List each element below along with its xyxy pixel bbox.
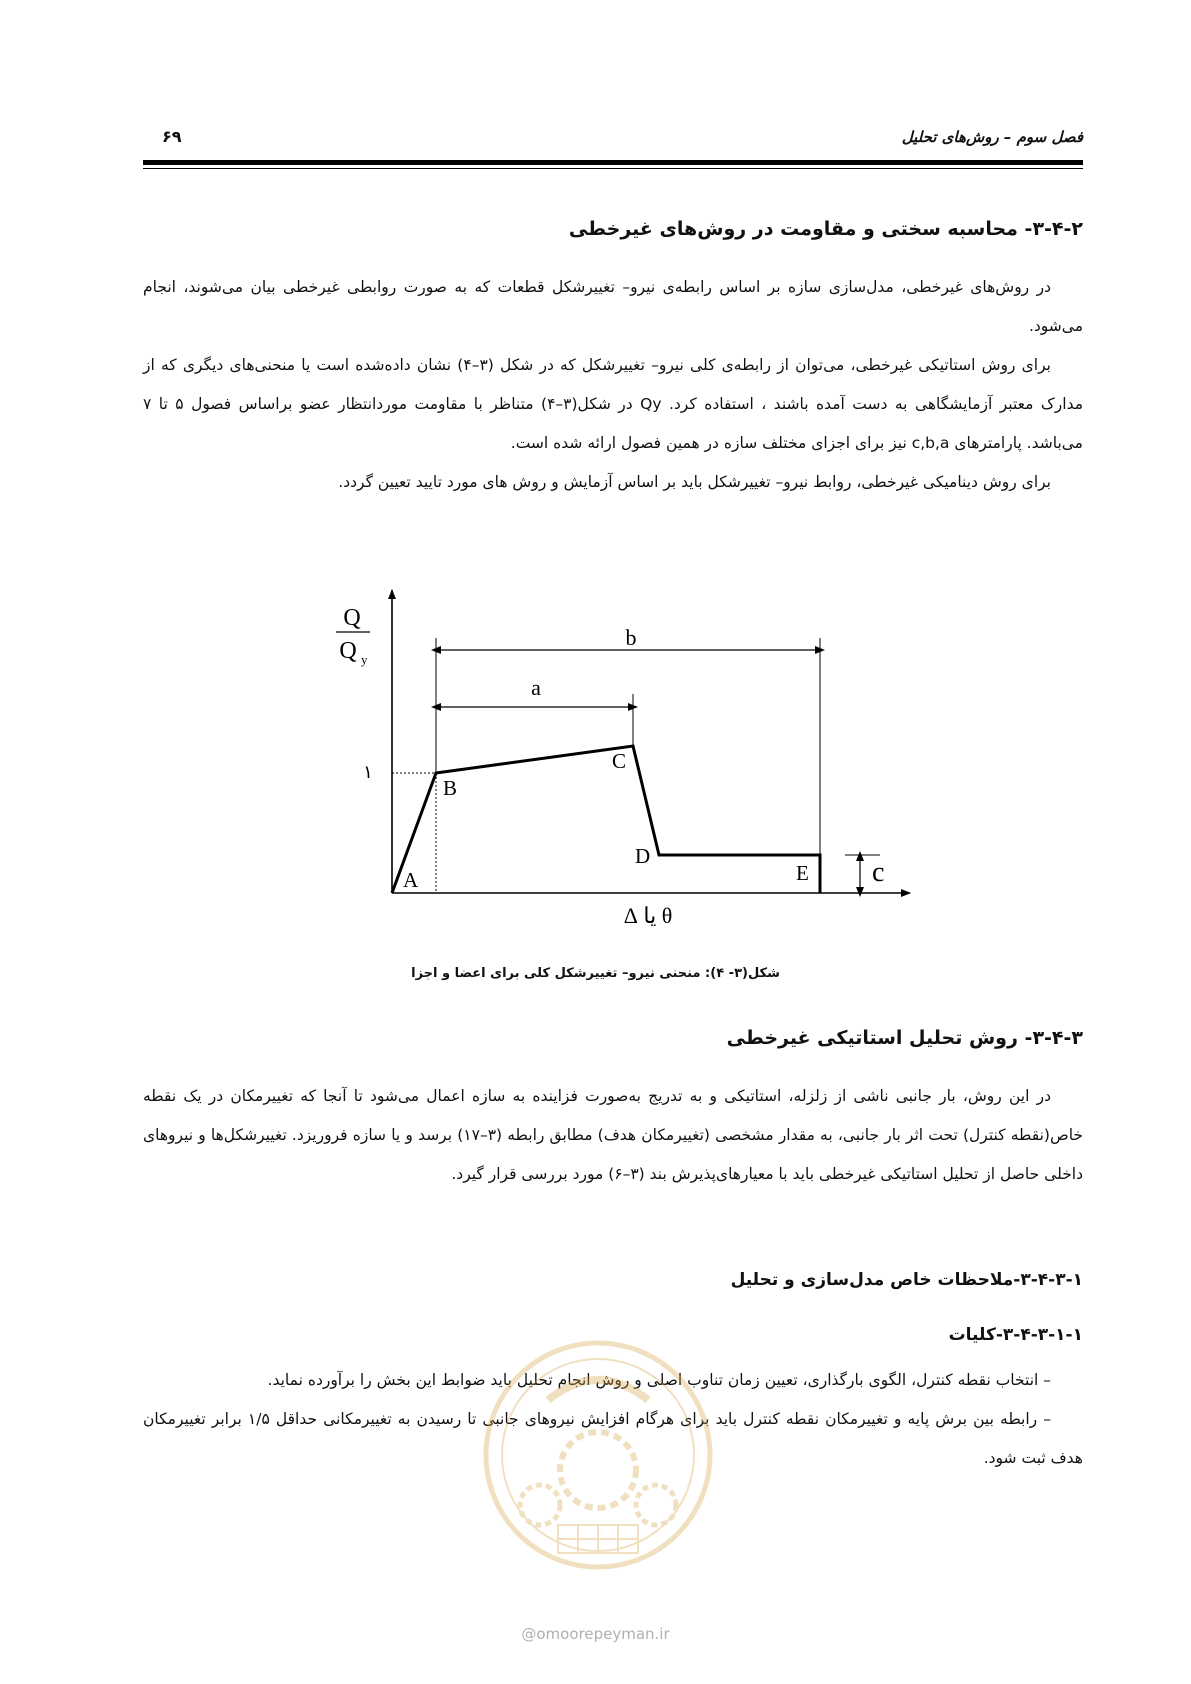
point-a-label: A bbox=[403, 868, 419, 892]
y-label-numerator: Q bbox=[343, 605, 361, 631]
force-deformation-curve bbox=[392, 746, 820, 893]
section-body-stiffness bbox=[143, 268, 1083, 502]
force-deformation-figure bbox=[300, 580, 920, 930]
dimension-c-label: c bbox=[872, 857, 885, 888]
watermark-site-text: @omoorepeyman.ir bbox=[521, 1625, 670, 1643]
paragraph: در روش‌های غیرخطی، مدل‌سازی سازه بر اساس رابطه‌ی نیرو– تغییرشکل قطعات که به صورت روابطی غیرخطی بیان می‌شوند، انجام می‌شود. bbox=[143, 278, 1083, 335]
section-heading-nonlinear-static: ۳-۴-۳- روش تحلیل استاتیکی غیرخطی bbox=[726, 1027, 1083, 1049]
x-axis-label: θ یا Δ bbox=[623, 903, 673, 928]
section-heading-modeling: ۳-۴-۳-۱-ملاحظات خاص مدل‌سازی و تحلیل bbox=[730, 1270, 1083, 1290]
y-tick-one: ۱ bbox=[363, 762, 373, 783]
y-label-subscript: y bbox=[361, 652, 368, 667]
dimension-b-label: b bbox=[625, 625, 637, 650]
paragraph: در این روش، بار جانبی ناشی از زلزله، استاتیکی و به تدریج به‌صورت فزاینده به سازه اعمال می‌شود تا آنجا که تغییرمکان در یک نقطه خاص(نقطه کنترل) تحت اثر بار جانبی، به مقدار مشخصی (تغییرمکان هدف) مطابق رابطه (۳–۱۷) برسد و یا سازه فروریزد. تغییرشکل‌ها و نیروهای داخلی حاصل از تحلیل استاتیکی غیرخطی باید با معیارهای‌پذیرش بند (۳–۶) مورد بررسی قرار گیرد. bbox=[143, 1087, 1084, 1183]
point-d-label: D bbox=[635, 844, 651, 868]
bullet-item: – رابطه بین برش پایه و تغییرمکان نقطه کنترل باید برای هرگام افزایش نیروهای جانبی تا رسیدن به تغییرمکانی حداقل ۱/۵ برابر تغییرمکان هدف ثبت شود. bbox=[143, 1410, 1083, 1467]
point-e-label: E bbox=[796, 861, 809, 885]
bullet-item: – انتخاب نقطه کنترل، الگوی بارگذاری، تعیین زمان تناوب اصلی و روش انجام تحلیل باید ضوابط این بخش را برآورده نماید. bbox=[267, 1371, 1051, 1389]
section-heading-general: ۳-۴-۳-۱-۱-کلیات bbox=[948, 1325, 1083, 1345]
section-heading-stiffness: ۳-۴-۲- محاسبه سختی و مقاومت در روش‌های غیرخطی bbox=[568, 218, 1083, 240]
point-b-label: B bbox=[443, 776, 458, 800]
dimension-a-label: a bbox=[531, 675, 541, 700]
watermark-seal bbox=[478, 1330, 718, 1580]
y-label-denominator: Q bbox=[339, 638, 357, 664]
figure-caption: شکل(۳- ۴): منحنی نیرو– تغییرشکل کلی برای اعضا و اجزا bbox=[411, 966, 780, 981]
header-rule-thin bbox=[143, 168, 1083, 169]
section-body-nonlinear-static bbox=[143, 1077, 1083, 1194]
page-number: ۶۹ bbox=[162, 127, 182, 146]
paragraph: برای روش دینامیکی غیرخطی، روابط نیرو– تغییرشکل باید بر اساس آزمایش و روش های مورد تایید تعیین گردد. bbox=[338, 473, 1051, 491]
paragraph: برای روش استاتیکی غیرخطی، می‌توان از رابطه‌ی کلی نیرو– تغییرشکل که در شکل (۳–۴) نشان داده‌شده است یا منحنی‌های دیگری که از مدارک معتبر آزمایشگاهی به دست آمده باشند ، استفاده کرد. Qy در شکل(۳–۴) متناظر با مقاومت موردانتظار عضو براساس فصول ۵ تا ۷ می‌باشد. پارامترهای c,b,a نیز برای اجزای مختلف سازه در همین فصول ارائه شده است. bbox=[143, 356, 1084, 452]
header-rule-thick bbox=[143, 160, 1083, 165]
point-c-label: C bbox=[612, 749, 627, 773]
chapter-title: فصل سوم – روش‌های تحلیل bbox=[901, 128, 1083, 146]
